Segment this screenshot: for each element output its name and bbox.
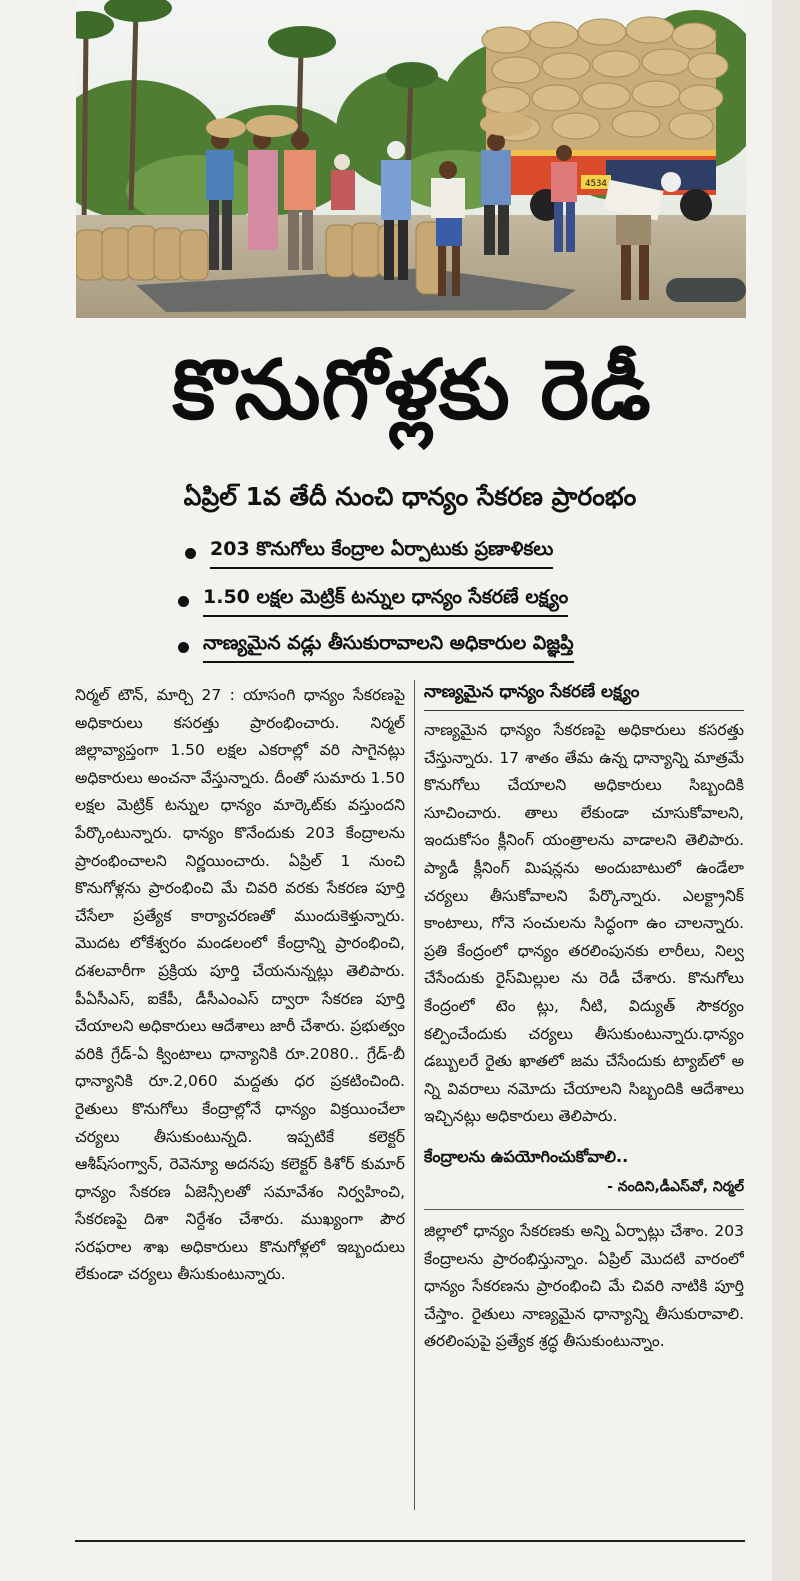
subheadline: ఏప్రిల్ 1వ తేదీ నుంచి ధాన్యం సేకరణ ప్రారంభం [183, 482, 637, 511]
page-edge [772, 0, 800, 1581]
bullet-dot-icon [185, 548, 196, 559]
bullet-text: 1.50 లక్షల మెట్రిక్ టన్నుల ధాన్యం సేకరణే లక్ష్యం [203, 586, 568, 617]
bullet-text: నాణ్యమైన వడ్లు తీసుకురావాలని అధికారుల విజ్ఞప్తి [203, 632, 574, 663]
quote-source: - నందిని,డీఎస్‌వో, నిర్మల్ [424, 1179, 744, 1210]
article-photo [76, 0, 746, 318]
article-body-right [424, 672, 744, 1522]
bullet-dot-icon [178, 642, 189, 653]
bullet-point [178, 584, 568, 618]
quote-body: జిల్లాలో ధాన్యం సేకరణకు అన్ని ఏర్పాట్లు చేశాం. 203 కేంద్రాలను ప్రారంభిస్తున్నాం. ఏప్రిల్ మొదటి వారంలో ధాన్యం సేకరణను ప్రారంభించి మే చివరి నాటికి పూర్తి చేస్తాం. రైతులు నాణ్యమైన ధాన్యాన్ని తీసుకురావాలి. తరలింపుపై ప్రత్యేక శ్రద్ధ తీసుకుంటున్నాం. [424, 1221, 744, 1351]
section-body: నాణ్యమైన ధాన్యం సేకరణపై అధికారులు కసరత్తు చేస్తున్నారు. 17 శాతం తేమ ఉన్న ధాన్యాన్ని మాత్రమే కొనుగోలు చేయాలని అధికారులు సిబ్బందికి సూచించారు. తాలు లేకుండా చూసుకోవాలని, ఇందుకోసం క్లీనింగ్ యంత్రాలను వాడాలని తెలిపారు. ప్యాడీ క్లీనింగ్ మిషన్లను అందుబాటులో ఉండేలా చర్యలు తీసుకోవాలని పేర్కొన్నారు. ఎలక్ట్రానిక్ కాంటాలు, గోనె సంచులను సిద్ధంగా ఉం చాలన్నారు. ప్రతి కేంద్రంలో ధాన్యం తరలింపునకు లారీలు, నిల్వ చేసేందుకు రైస్‌మిల్లుల ను రెడీ చేశారు. కొనుగోలు కేంద్రంలో టెం ట్లు, నీటి, విద్యుత్ సౌకర్యం కల్పించేందుకు చర్యలు తీసుకుంటున్నారు.ధాన్యం డబ్బులరే రైతు ఖాతలో జమ చేసేందుకు ట్యాబ్‌లో అ న్ని వివరాలు నమోదు చేయాలని సిబ్బందికి ఆదేశాలు ఇచ్చినట్లు అధికారులు తెలిపారు. [424, 721, 744, 1126]
bullet-point [178, 630, 574, 664]
article-body-left: నిర్మల్ టౌన్, మార్చి 27 : యాసంగి ధాన్యం సేకరణపై అధికారులు కసరత్తు ప్రారంభించారు. నిర్మల్ జిల్లావ్యాప్తంగా 1.50 లక్షల ఎకరాల్లో వరి సాగైనట్లు అధికారులు అంచనా వేస్తున్నారు. దీంతో సుమారు 1.50 లక్షల మెట్రిక్ టన్నుల ధాన్యం మార్కెట్‌కు వస్తుందని పేర్కొంటున్నారు. ధాన్యం కొనేందుకు 203 కేంద్రాలను ప్రారంభించాలని నిర్ణయించారు. ఏప్రిల్ 1 నుంచి కొనుగోళ్లను ప్రారంభించి మే చివరి వరకు సేకరణ పూర్తి చేసేలా ప్రత్యేక కార్యాచరణతో ముందుకెళ్తున్నారు. మొదట లోకేశ్వరం మండలంలో కేంద్రాన్ని ప్రారంభించి, దశలవారీగా ప్రక్రియ పూర్తి చేయనున్నట్లు తెలిపారు. పీఏసీఎస్, ఐకేపీ, డీసీఎంఎస్ ద్వారా సేకరణ పూర్తి చేయాలని అధికారులు ఆదేశాలు జారీ చేశారు. ప్రభుత్వం వరికి గ్రేడ్-ఏ క్వింటాలు ధాన్యానికి రూ.2080.. గ్రేడ్-బీ ధాన్యానికి రూ.2,060 మద్దతు ధర ప్రకటించింది. రైతులు కొనుగోలు కేంద్రాల్లోనే ధాన్యం విక్రయించేలా చర్యలు తీసుకుంటున్నది. ఇప్పటికే కలెక్టర్ ఆశీష్‌సంగ్వాన్, రెవెన్యూ అదనపు కలెక్టర్ కిశోర్ కుమార్ ధాన్యం సేకరణ ఏజెన్సీలతో సమావేశం నిర్వహించి, సేకరణపై దిశా నిర్దేశం చేశారు. ముఖ్యంగా పౌర సరఫరాల శాఖ అధికారులు కొనుగోళ్లలో ఇబ్బందులు లేకుండా చర్యలు తీసుకుంటున్నారు. [75, 686, 405, 1284]
column-divider [414, 680, 415, 1510]
bottom-rule [75, 1540, 745, 1542]
bullet-dot-icon [178, 596, 189, 607]
quote-heading: కేంద్రాలను ఉపయోగించుకోవాలి.. [424, 1147, 629, 1167]
section-heading: నాణ్యమైన ధాన్యం సేకరణే లక్ష్యం [424, 672, 744, 711]
truck-plate: 4534 [585, 179, 607, 189]
bullet-point [185, 536, 553, 570]
headline: కొనుగోళ్లకు రెడీ [172, 342, 652, 438]
bullet-text: 203 కొనుగోలు కేంద్రాల ఏర్పాటుకు ప్రణాళికలు [210, 538, 553, 569]
